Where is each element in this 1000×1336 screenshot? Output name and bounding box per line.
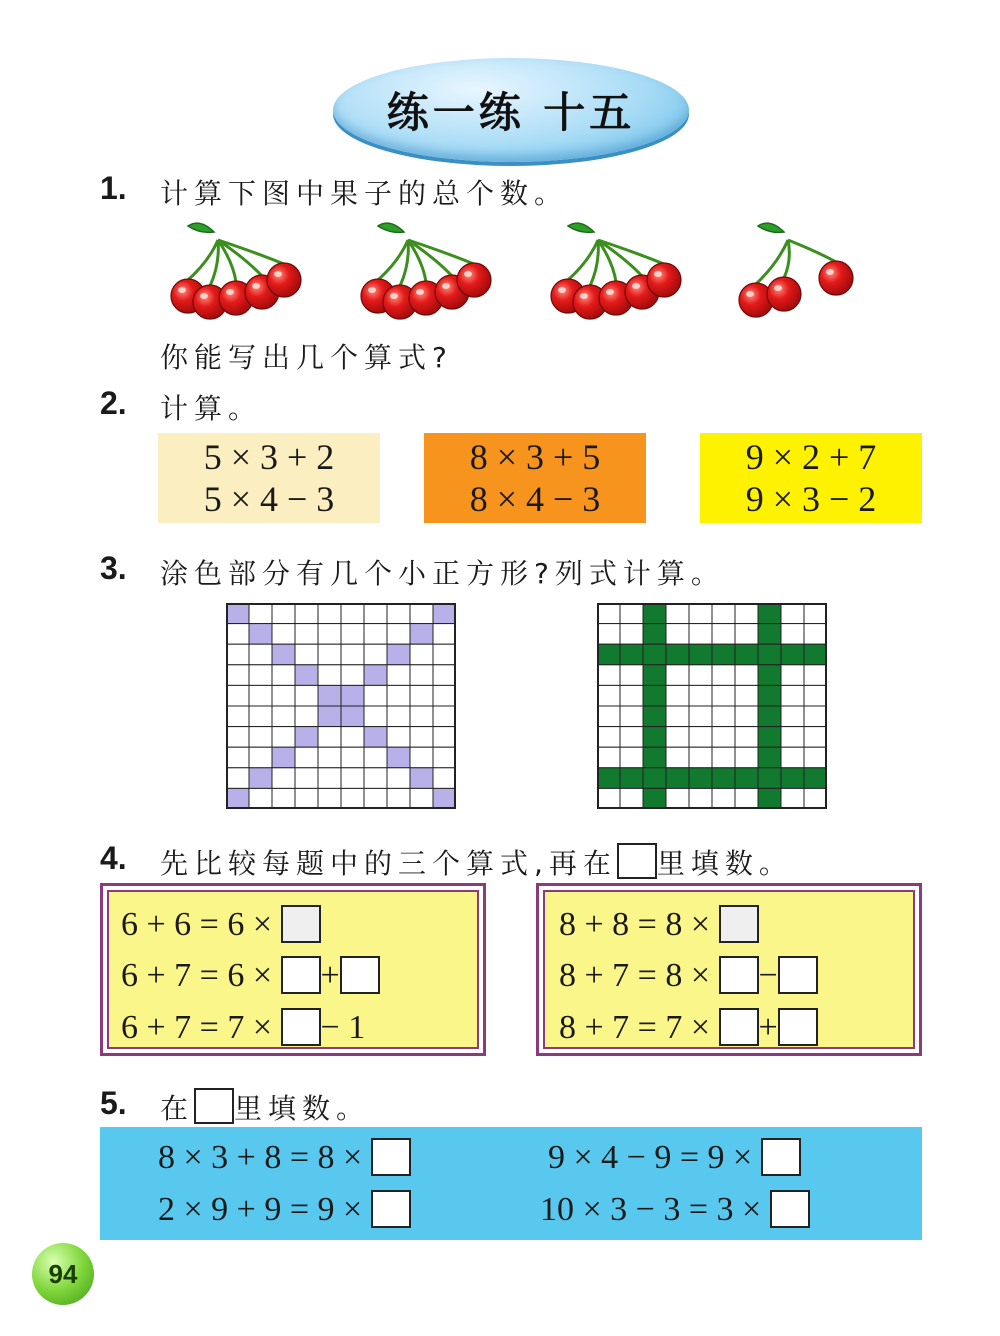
grid-cell bbox=[597, 788, 620, 809]
grid-cell bbox=[433, 727, 456, 748]
grid-cell bbox=[712, 706, 735, 727]
grid-cell bbox=[689, 665, 712, 686]
grid-cell bbox=[226, 747, 249, 768]
grid-cell bbox=[735, 624, 758, 645]
grid-cell bbox=[226, 644, 249, 665]
shaded-cell bbox=[712, 768, 735, 789]
compare-box-left bbox=[100, 883, 486, 1056]
grid-cell bbox=[410, 727, 433, 748]
fill-in-band bbox=[100, 1127, 922, 1240]
title-banner bbox=[333, 58, 689, 162]
grid-cell bbox=[249, 706, 272, 727]
grid-cell bbox=[433, 706, 456, 727]
answer-blank[interactable] bbox=[719, 956, 759, 994]
grid-cell bbox=[226, 706, 249, 727]
answer-blank[interactable] bbox=[371, 1138, 411, 1176]
grid-cell bbox=[689, 603, 712, 624]
grid-cell bbox=[410, 788, 433, 809]
grid-cell bbox=[804, 727, 827, 748]
grid-cell bbox=[735, 706, 758, 727]
q4-number: 4. bbox=[100, 840, 127, 876]
grid-cell bbox=[620, 665, 643, 686]
grid-cell bbox=[387, 788, 410, 809]
shaded-cell bbox=[735, 768, 758, 789]
answer-blank[interactable] bbox=[371, 1190, 411, 1228]
grid-cell bbox=[781, 665, 804, 686]
grid-cell bbox=[735, 685, 758, 706]
shaded-cell bbox=[318, 706, 341, 727]
grid-cell bbox=[249, 644, 272, 665]
grid-cell bbox=[433, 624, 456, 645]
grid-cell bbox=[272, 603, 295, 624]
shaded-cell bbox=[758, 747, 781, 768]
q5-prompt-after: 里填数。 bbox=[234, 1092, 371, 1125]
equation-text: 8 × 3 + 8 = 8 × bbox=[158, 1139, 363, 1176]
grid-cell bbox=[735, 788, 758, 809]
equation-text: 8 + 7 = 8 × bbox=[559, 957, 711, 994]
grid-cell bbox=[226, 665, 249, 686]
grid-cell bbox=[597, 706, 620, 727]
shaded-cell bbox=[758, 768, 781, 789]
cherry-icon bbox=[647, 263, 681, 297]
grid-cell bbox=[712, 727, 735, 748]
grid-cell bbox=[689, 624, 712, 645]
grid-cell bbox=[272, 624, 295, 645]
shaded-cell bbox=[643, 603, 666, 624]
shaded-cell bbox=[712, 644, 735, 665]
equation-row bbox=[121, 904, 321, 946]
shaded-cell bbox=[597, 644, 620, 665]
shaded-cell bbox=[643, 768, 666, 789]
shaded-cell bbox=[758, 624, 781, 645]
grid-cell bbox=[318, 644, 341, 665]
grid-cell bbox=[804, 624, 827, 645]
grid-cell bbox=[249, 747, 272, 768]
equation-row bbox=[559, 904, 759, 946]
answer-blank[interactable] bbox=[281, 905, 321, 943]
shaded-cell bbox=[249, 624, 272, 645]
operator: − 1 bbox=[320, 1009, 366, 1046]
shaded-cell bbox=[620, 644, 643, 665]
operator: + bbox=[320, 957, 340, 994]
grid-cell bbox=[364, 603, 387, 624]
shaded-cell bbox=[689, 644, 712, 665]
q4-prompt-after: 里填数。 bbox=[656, 847, 793, 880]
grid-cell bbox=[410, 644, 433, 665]
grid-cell bbox=[272, 665, 295, 686]
q3-prompt: 涂色部分有几个小正方形?列式计算。 bbox=[160, 557, 725, 590]
grid-cell bbox=[712, 747, 735, 768]
grid-cell bbox=[249, 727, 272, 748]
grid-cell bbox=[341, 624, 364, 645]
grid-cell bbox=[341, 788, 364, 809]
q4-prompt-before: 先比较每题中的三个算式,再在 bbox=[160, 847, 617, 880]
grid-cell bbox=[433, 768, 456, 789]
shaded-cell bbox=[272, 747, 295, 768]
cherry-icon bbox=[457, 263, 491, 297]
grid-cell bbox=[689, 788, 712, 809]
grid-cell bbox=[666, 624, 689, 645]
grid-cell bbox=[781, 788, 804, 809]
shaded-cell bbox=[410, 768, 433, 789]
shaded-cell bbox=[226, 603, 249, 624]
grid-cell bbox=[666, 603, 689, 624]
grid-cell bbox=[341, 727, 364, 748]
shaded-cell bbox=[758, 685, 781, 706]
grid-cell bbox=[712, 685, 735, 706]
q3-number: 3. bbox=[100, 550, 127, 586]
equation-text: 8 + 8 = 8 × bbox=[559, 906, 711, 943]
cherry-bunch bbox=[551, 223, 681, 319]
operator: + bbox=[758, 1009, 778, 1046]
shaded-cell bbox=[295, 727, 318, 748]
grid-cell bbox=[781, 706, 804, 727]
grid-cell bbox=[295, 747, 318, 768]
shaded-cell bbox=[272, 644, 295, 665]
grid-cell bbox=[272, 768, 295, 789]
calc-line: 9 × 2 + 7 bbox=[745, 437, 877, 477]
grid-cell bbox=[597, 665, 620, 686]
operator: − bbox=[758, 957, 778, 994]
calc-box-3 bbox=[700, 433, 922, 523]
grid-cell bbox=[735, 603, 758, 624]
shaded-cell bbox=[318, 685, 341, 706]
equation-row bbox=[548, 1137, 801, 1179]
grid-cell bbox=[341, 747, 364, 768]
grid-cell bbox=[387, 603, 410, 624]
grid-cell bbox=[689, 747, 712, 768]
q5-number: 5. bbox=[100, 1085, 127, 1121]
grid-cell bbox=[387, 727, 410, 748]
grid-cell bbox=[597, 603, 620, 624]
equation-row bbox=[559, 955, 818, 997]
compare-box-right bbox=[536, 883, 922, 1056]
shaded-cell bbox=[295, 665, 318, 686]
grid-cell bbox=[364, 624, 387, 645]
grid-cell bbox=[387, 624, 410, 645]
shaded-cell bbox=[758, 727, 781, 748]
grid-cell bbox=[735, 747, 758, 768]
q2-number: 2. bbox=[100, 385, 127, 421]
shaded-cell bbox=[689, 768, 712, 789]
cherry-icon bbox=[819, 261, 853, 295]
grid-cell bbox=[272, 788, 295, 809]
page-title: 练一练 十五 bbox=[386, 88, 636, 137]
grid-cell bbox=[410, 665, 433, 686]
grid-cell bbox=[226, 685, 249, 706]
answer-blank[interactable] bbox=[340, 956, 380, 994]
grid-cell bbox=[364, 685, 387, 706]
grid-cell bbox=[804, 603, 827, 624]
shaded-cell bbox=[781, 644, 804, 665]
equation-row bbox=[158, 1137, 411, 1179]
grid-cell bbox=[781, 727, 804, 748]
grid-cell bbox=[433, 665, 456, 686]
answer-blank[interactable] bbox=[281, 1008, 321, 1046]
calc-line: 5 × 4 − 3 bbox=[203, 479, 335, 519]
answer-blank[interactable] bbox=[778, 1008, 818, 1046]
grid-cell bbox=[620, 603, 643, 624]
grid-cell bbox=[364, 788, 387, 809]
shaded-cell bbox=[666, 768, 689, 789]
grid-cell bbox=[712, 624, 735, 645]
equation-row bbox=[540, 1189, 810, 1231]
shaded-cell bbox=[804, 768, 827, 789]
shaded-cell bbox=[433, 603, 456, 624]
shaded-cell bbox=[643, 624, 666, 645]
grid-cell bbox=[620, 624, 643, 645]
shaded-cell bbox=[433, 788, 456, 809]
q5-prompt bbox=[160, 1087, 370, 1127]
grid-cell bbox=[804, 685, 827, 706]
shaded-cell bbox=[387, 747, 410, 768]
calc-line: 5 × 3 + 2 bbox=[203, 437, 335, 477]
grid-cell bbox=[318, 768, 341, 789]
grid-cell bbox=[666, 665, 689, 686]
grid-cell bbox=[666, 747, 689, 768]
equation-text: 9 × 4 − 9 = 9 × bbox=[548, 1139, 753, 1176]
grid-cell bbox=[387, 768, 410, 789]
grid-cell bbox=[364, 747, 387, 768]
grid-cell bbox=[226, 624, 249, 645]
answer-blank[interactable] bbox=[719, 1008, 759, 1046]
cherry-icon bbox=[267, 263, 301, 297]
grid-cell bbox=[295, 644, 318, 665]
cherry-bunch bbox=[171, 223, 301, 319]
grid-cell bbox=[712, 665, 735, 686]
grid-cell bbox=[712, 788, 735, 809]
shaded-cell bbox=[758, 788, 781, 809]
cherries-illustration bbox=[170, 218, 890, 328]
page-number: 94 bbox=[48, 1258, 78, 1289]
equation-text: 10 × 3 − 3 = 3 × bbox=[540, 1191, 762, 1228]
shaded-cell bbox=[341, 685, 364, 706]
equation-text: 6 + 7 = 7 × bbox=[121, 1009, 273, 1046]
grid-cell bbox=[387, 706, 410, 727]
grid-cell bbox=[433, 644, 456, 665]
cross-pattern-grid bbox=[597, 603, 827, 809]
grid-cell bbox=[249, 788, 272, 809]
grid-cell bbox=[804, 788, 827, 809]
shaded-cell bbox=[364, 665, 387, 686]
grid-cell bbox=[226, 768, 249, 789]
calc-line: 9 × 3 − 2 bbox=[745, 479, 877, 519]
page-number-badge bbox=[32, 1243, 94, 1305]
shaded-cell bbox=[735, 644, 758, 665]
grid-cell bbox=[666, 788, 689, 809]
blank-symbol bbox=[617, 843, 657, 879]
grid-cell bbox=[712, 603, 735, 624]
shaded-cell bbox=[249, 768, 272, 789]
grid-cell bbox=[364, 706, 387, 727]
grid-cell bbox=[781, 747, 804, 768]
grid-cell bbox=[804, 747, 827, 768]
grid-cell bbox=[364, 644, 387, 665]
grid-cell bbox=[620, 788, 643, 809]
cherry-icon bbox=[767, 277, 801, 311]
cherry-bunch bbox=[739, 223, 853, 317]
grid-cell bbox=[226, 727, 249, 748]
shaded-cell bbox=[643, 747, 666, 768]
shaded-cell bbox=[643, 685, 666, 706]
calc-box-2 bbox=[424, 433, 646, 523]
grid-cell bbox=[735, 727, 758, 748]
grid-cell bbox=[295, 603, 318, 624]
q4-prompt bbox=[160, 842, 793, 882]
grid-cell bbox=[318, 665, 341, 686]
shaded-cell bbox=[226, 788, 249, 809]
calc-box-1 bbox=[158, 433, 380, 523]
answer-blank[interactable] bbox=[778, 956, 818, 994]
grid-cell bbox=[666, 706, 689, 727]
answer-blank[interactable] bbox=[761, 1138, 801, 1176]
equation-row bbox=[559, 1007, 818, 1049]
shaded-cell bbox=[410, 624, 433, 645]
cherry-bunch bbox=[361, 223, 491, 319]
grid-cell bbox=[689, 685, 712, 706]
grid-cell bbox=[666, 727, 689, 748]
grid-cell bbox=[666, 685, 689, 706]
shaded-cell bbox=[387, 644, 410, 665]
grid-cell bbox=[318, 788, 341, 809]
grid-cell bbox=[620, 727, 643, 748]
grid-cell bbox=[735, 665, 758, 686]
grid-cell bbox=[341, 644, 364, 665]
shaded-cell bbox=[643, 665, 666, 686]
q1-number: 1. bbox=[100, 170, 127, 206]
grid-cell bbox=[249, 685, 272, 706]
grid-cell bbox=[249, 603, 272, 624]
q1-prompt: 计算下图中果子的总个数。 bbox=[160, 177, 569, 210]
grid-cell bbox=[410, 706, 433, 727]
answer-blank[interactable] bbox=[281, 956, 321, 994]
calc-line: 8 × 3 + 5 bbox=[469, 437, 601, 477]
grid-cell bbox=[781, 624, 804, 645]
shaded-cell bbox=[643, 727, 666, 748]
grid-cell bbox=[364, 768, 387, 789]
equation-row bbox=[158, 1189, 411, 1231]
equation-text: 6 + 7 = 6 × bbox=[121, 957, 273, 994]
grid-cell bbox=[433, 685, 456, 706]
grid-cell bbox=[272, 727, 295, 748]
grid-cell bbox=[295, 768, 318, 789]
grid-cell bbox=[781, 603, 804, 624]
grid-cell bbox=[410, 747, 433, 768]
grid-cell bbox=[689, 727, 712, 748]
shaded-cell bbox=[597, 768, 620, 789]
q2-prompt: 计算。 bbox=[160, 392, 263, 425]
grid-cell bbox=[387, 685, 410, 706]
grid-cell bbox=[410, 685, 433, 706]
grid-cell bbox=[804, 706, 827, 727]
shaded-cell bbox=[758, 665, 781, 686]
grid-cell bbox=[781, 685, 804, 706]
grid-cell bbox=[318, 603, 341, 624]
shaded-cell bbox=[643, 644, 666, 665]
calc-line: 8 × 4 − 3 bbox=[469, 479, 601, 519]
grid-cell bbox=[804, 665, 827, 686]
grid-cell bbox=[295, 788, 318, 809]
shaded-cell bbox=[758, 603, 781, 624]
grid-cell bbox=[620, 685, 643, 706]
shaded-cell bbox=[804, 644, 827, 665]
grid-cell bbox=[341, 665, 364, 686]
grid-cell bbox=[387, 665, 410, 686]
equation-row bbox=[121, 1007, 365, 1049]
grid-cell bbox=[272, 685, 295, 706]
shaded-cell bbox=[758, 706, 781, 727]
shaded-cell bbox=[666, 644, 689, 665]
grid-cell bbox=[597, 624, 620, 645]
answer-blank[interactable] bbox=[719, 905, 759, 943]
grid-cell bbox=[689, 706, 712, 727]
blank-symbol bbox=[194, 1088, 234, 1124]
shaded-cell bbox=[643, 706, 666, 727]
grid-cell bbox=[341, 603, 364, 624]
grid-cell bbox=[597, 727, 620, 748]
grid-cell bbox=[620, 706, 643, 727]
q1-followup: 你能写出几个算式? bbox=[160, 341, 453, 374]
shaded-cell bbox=[781, 768, 804, 789]
grid-cell bbox=[295, 685, 318, 706]
grid-cell bbox=[295, 624, 318, 645]
grid-cell bbox=[433, 747, 456, 768]
equation-text: 2 × 9 + 9 = 9 × bbox=[158, 1191, 363, 1228]
equation-text: 6 + 6 = 6 × bbox=[121, 906, 273, 943]
grid-cell bbox=[597, 747, 620, 768]
grid-cell bbox=[341, 768, 364, 789]
grid-cell bbox=[318, 747, 341, 768]
q5-prompt-before: 在 bbox=[160, 1092, 195, 1125]
grid-cell bbox=[272, 706, 295, 727]
shaded-cell bbox=[758, 644, 781, 665]
grid-cell bbox=[620, 747, 643, 768]
grid-cell bbox=[410, 603, 433, 624]
grid-cell bbox=[249, 665, 272, 686]
grid-cell bbox=[295, 706, 318, 727]
grid-cell bbox=[318, 727, 341, 748]
shaded-cell bbox=[643, 788, 666, 809]
shaded-cell bbox=[341, 706, 364, 727]
answer-blank[interactable] bbox=[770, 1190, 810, 1228]
shaded-cell bbox=[620, 768, 643, 789]
equation-row bbox=[121, 955, 380, 997]
equation-text: 8 + 7 = 7 × bbox=[559, 1009, 711, 1046]
shaded-cell bbox=[364, 727, 387, 748]
x-pattern-grid bbox=[226, 603, 456, 809]
grid-cell bbox=[597, 685, 620, 706]
grid-cell bbox=[318, 624, 341, 645]
